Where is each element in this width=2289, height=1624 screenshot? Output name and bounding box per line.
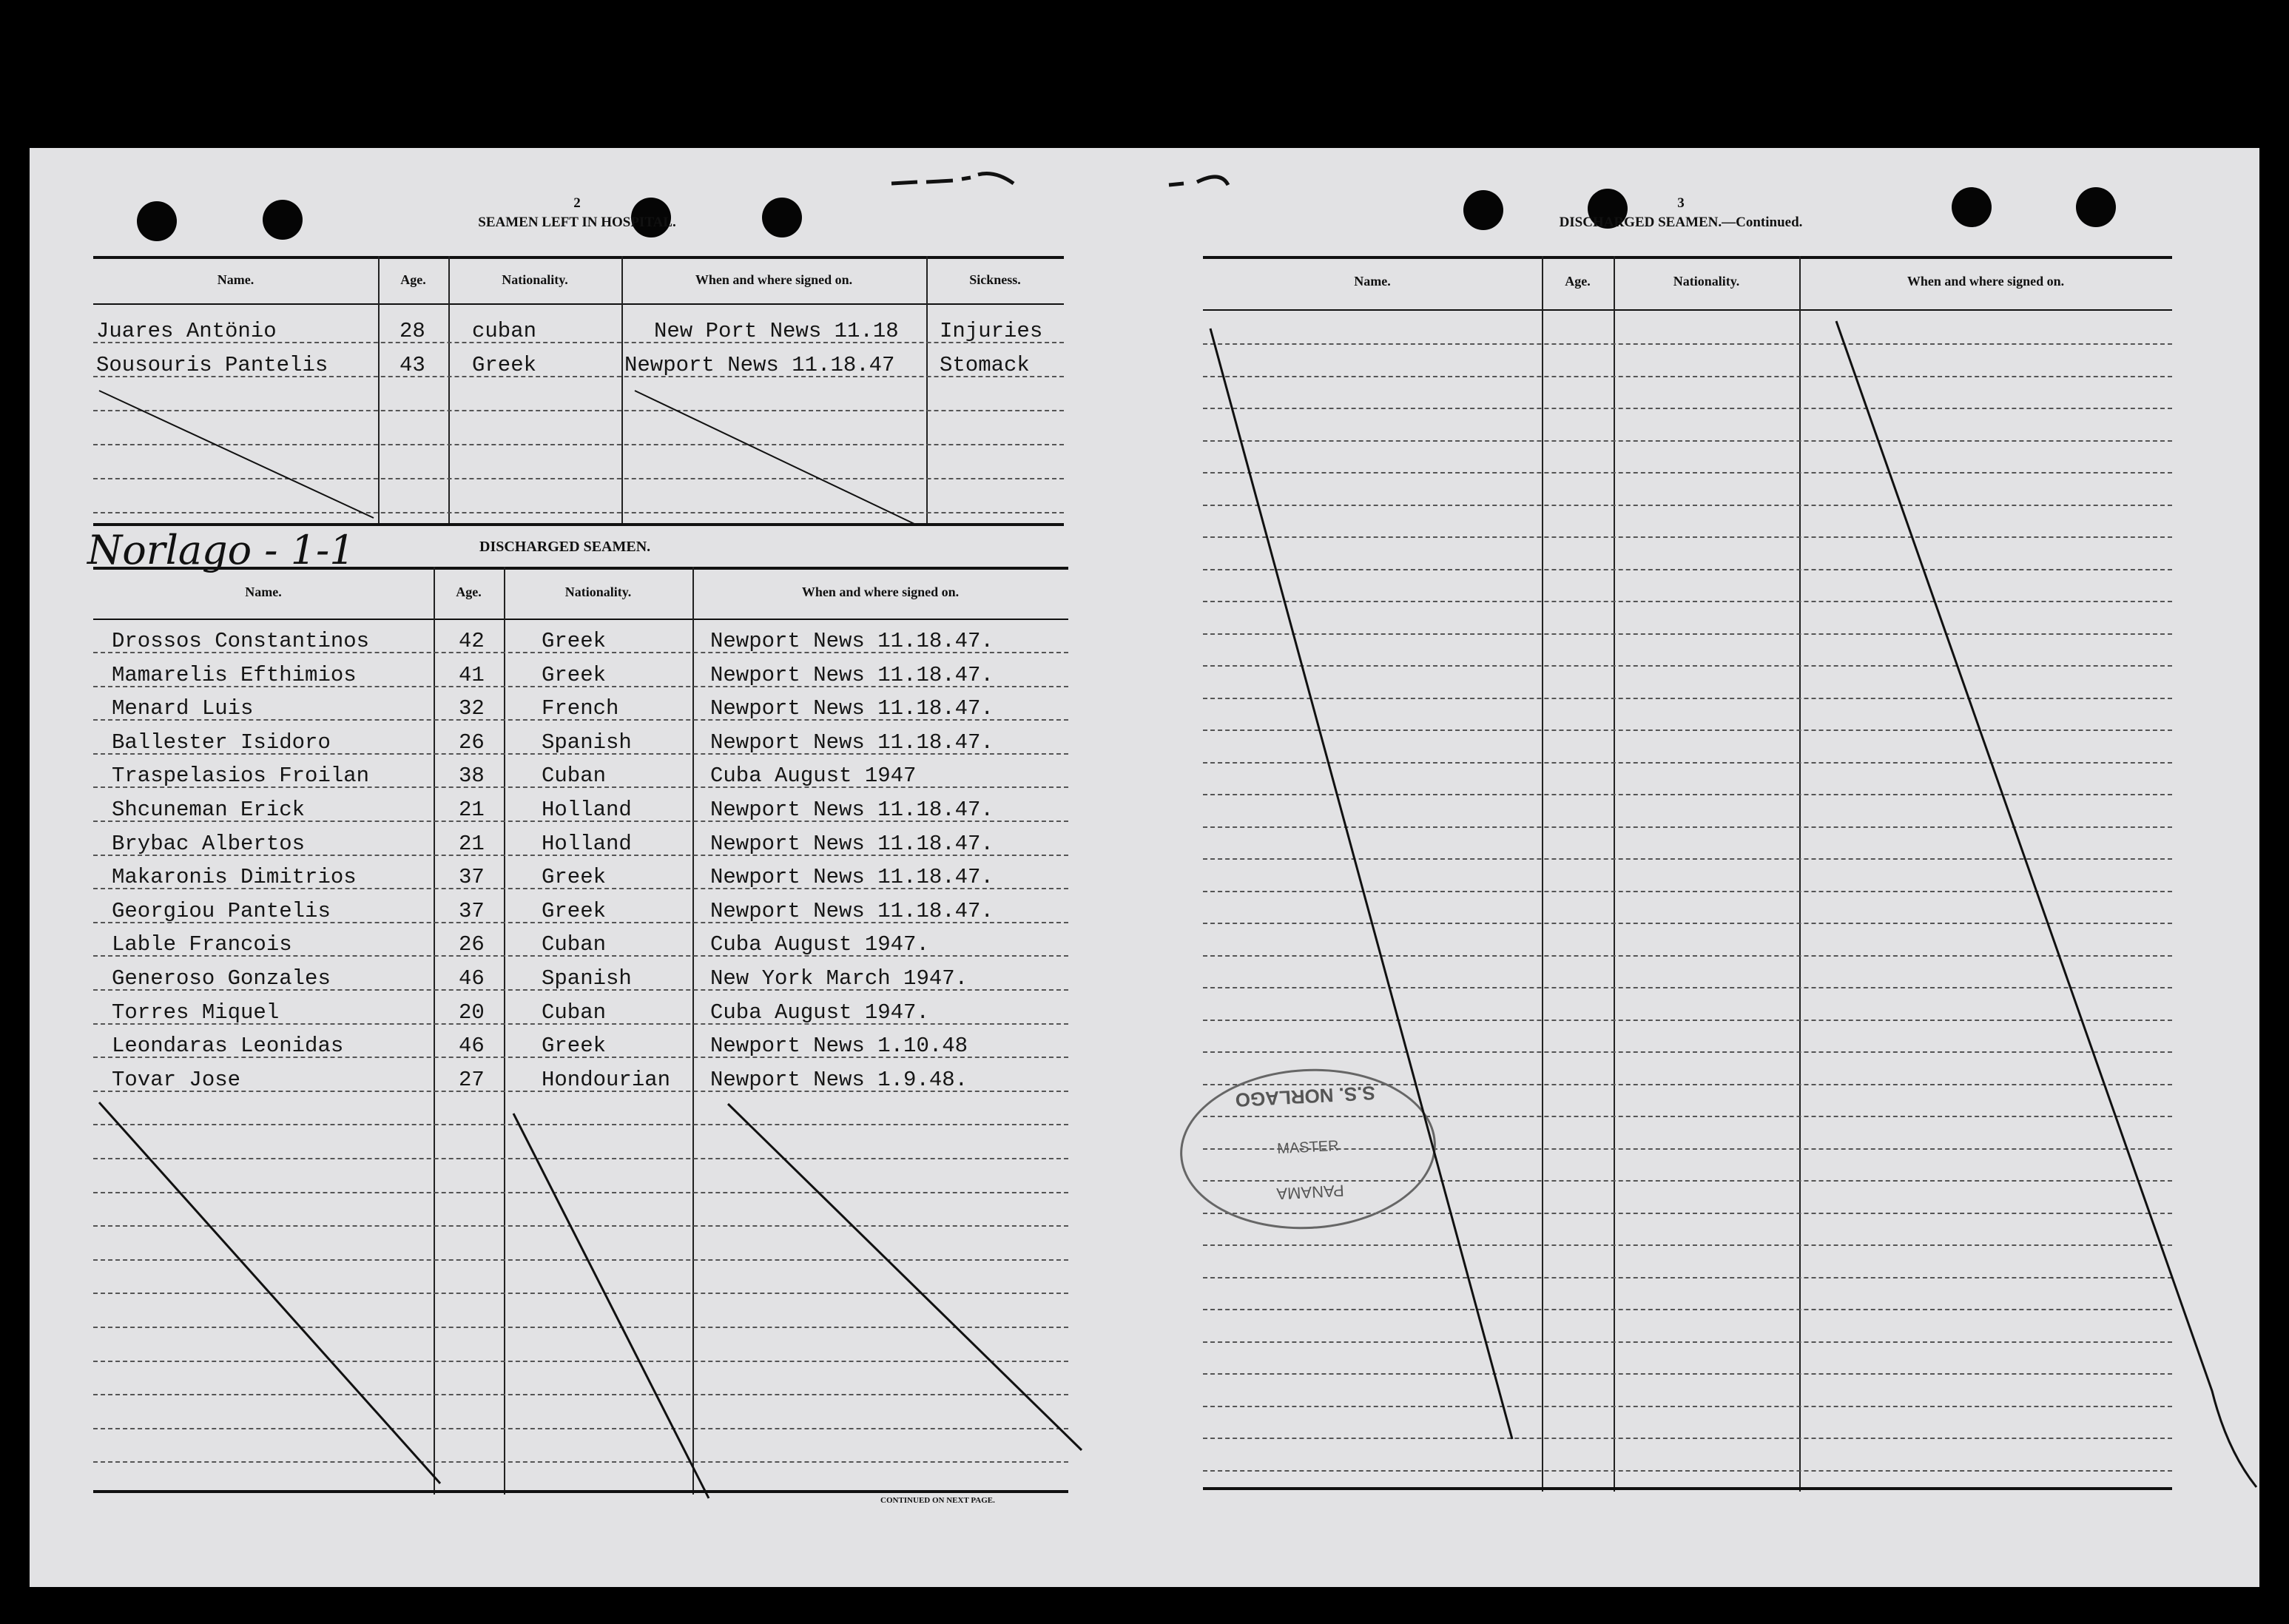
handwritten-ship-note: Norlago - 1-1 — [87, 527, 355, 573]
strike-line — [728, 1104, 1082, 1450]
strike-line — [99, 1102, 440, 1483]
cell-nationality: Holland — [542, 831, 632, 856]
cell-signed-on: Newport News 11.18.47. — [710, 696, 994, 721]
cell-signed-on: Newport News 1.10.48 — [710, 1034, 968, 1059]
cell-nationality: Spanish — [542, 730, 632, 755]
strike-line — [1836, 321, 2256, 1487]
cell-nationality: Greek — [542, 898, 607, 923]
cell-sickness: Injuries — [940, 319, 1043, 343]
cell-name: Sousouris Pantelis — [96, 353, 328, 377]
cell-name: Mamarelis Efthimios — [112, 662, 357, 687]
cell-age: 32 — [459, 696, 485, 721]
stamp-ship-name: S.S. NORLAGO — [1235, 1082, 1376, 1112]
cell-age: 46 — [459, 1034, 485, 1059]
col-header-name: Name. — [1354, 274, 1391, 289]
strike-line — [635, 391, 917, 525]
cell-name: Brybac Albertos — [112, 831, 306, 856]
col-header-name: Name. — [217, 272, 254, 287]
col-header-signed-on: When and where signed on. — [695, 272, 853, 287]
col-header-name: Name. — [245, 584, 282, 599]
cell-name: Tovar Jose — [112, 1067, 241, 1092]
cell-signed-on: Newport News 1.9.48. — [710, 1067, 968, 1092]
col-header-sickness: Sickness. — [969, 272, 1021, 287]
cell-age: 26 — [459, 932, 485, 957]
cell-age: 28 — [400, 319, 425, 343]
cell-nationality: Spanish — [542, 966, 632, 991]
cell-signed-on: New Port News 11.18 — [654, 319, 899, 343]
col-header-signed-on: When and where signed on. — [801, 584, 960, 599]
cell-nationality: Hondourian — [542, 1067, 671, 1092]
stamp-port: PANAMA — [1275, 1181, 1345, 1204]
cell-nationality: Greek — [542, 662, 607, 687]
cell-nationality: cuban — [472, 319, 537, 343]
cell-signed-on: Cuba August 1947. — [710, 932, 929, 957]
cell-signed-on: Cuba August 1947. — [710, 1000, 929, 1025]
cell-signed-on: Newport News 11.18.47. — [710, 898, 994, 923]
cell-age: 21 — [459, 798, 485, 822]
cell-nationality: Cuban — [542, 932, 607, 957]
cell-age: 46 — [459, 966, 485, 991]
cell-age: 37 — [459, 865, 485, 890]
strike-line — [1210, 328, 1512, 1439]
col-header-signed-on: When and where signed on. — [1907, 274, 2065, 289]
page-title: DISCHARGED SEAMEN.—Continued. — [1559, 214, 1803, 230]
page-number: 2 — [573, 195, 581, 211]
cell-signed-on: Newport News 11.18.47. — [710, 865, 994, 890]
cell-age: 41 — [459, 662, 485, 687]
strike-line — [513, 1113, 709, 1498]
ink-mark — [891, 174, 1014, 184]
cell-signed-on: Newport News 11.18.47. — [710, 629, 994, 653]
cell-name: Georgiou Pantelis — [112, 898, 331, 923]
cell-nationality: French — [542, 696, 619, 721]
cell-signed-on: Newport News 11.18.47. — [710, 730, 994, 755]
cell-nationality: Greek — [472, 353, 537, 377]
cell-age: 20 — [459, 1000, 485, 1025]
col-header-nationality: Nationality. — [564, 584, 632, 599]
cell-signed-on: Newport News 11.18.47. — [710, 798, 994, 822]
strike-line — [99, 391, 374, 518]
cell-name: Drossos Constantinos — [112, 629, 370, 653]
cell-signed-on: New York March 1947. — [710, 966, 968, 991]
col-header-age: Age. — [400, 272, 426, 287]
cell-signed-on: Newport News 11.18.47. — [710, 831, 994, 856]
discharged-section-title: DISCHARGED SEAMEN. — [479, 539, 651, 555]
cell-nationality: Greek — [542, 865, 607, 890]
cell-nationality: Greek — [542, 629, 607, 653]
cell-name: Generoso Gonzales — [112, 966, 331, 991]
cell-name: Menard Luis — [112, 696, 254, 721]
page-number: 3 — [1677, 195, 1685, 211]
ink-mark — [1169, 177, 1228, 185]
cell-age: 26 — [459, 730, 485, 755]
col-header-age: Age. — [1565, 274, 1591, 289]
col-header-nationality: Nationality. — [1673, 274, 1740, 289]
cell-name: Shcuneman Erick — [112, 798, 306, 822]
cell-name: Torres Miquel — [112, 1000, 280, 1025]
cell-age: 42 — [459, 629, 485, 653]
cell-age: 38 — [459, 764, 485, 789]
cell-nationality: Holland — [542, 798, 632, 822]
col-header-age: Age. — [456, 584, 482, 599]
cell-nationality: Cuban — [542, 1000, 607, 1025]
col-header-nationality: Nationality. — [502, 272, 568, 287]
stamp-master: MASTER — [1276, 1137, 1340, 1158]
cell-name: Traspelasios Froilan — [112, 764, 370, 789]
cell-signed-on: Cuba August 1947 — [710, 764, 917, 789]
cell-signed-on: Newport News 11.18.47. — [710, 662, 994, 687]
cell-age: 21 — [459, 831, 485, 856]
continued-footnote: CONTINUED ON NEXT PAGE. — [880, 1496, 995, 1505]
cell-age: 37 — [459, 898, 485, 923]
page-title: SEAMEN LEFT IN HOSPITAL. — [478, 214, 676, 230]
cell-name: Ballester Isidoro — [112, 730, 331, 755]
cell-name: Lable Francois — [112, 932, 292, 957]
cell-age: 27 — [459, 1067, 485, 1092]
cell-nationality: Greek — [542, 1034, 607, 1059]
cell-name: Juares Antönio — [96, 319, 277, 343]
cell-nationality: Cuban — [542, 764, 607, 789]
cell-name: Leondaras Leonidas — [112, 1034, 344, 1059]
cell-age: 43 — [400, 353, 425, 377]
cell-sickness: Stomack — [940, 353, 1030, 377]
cell-signed-on: Newport News 11.18.47 — [624, 353, 895, 377]
cell-name: Makaronis Dimitrios — [112, 865, 357, 890]
